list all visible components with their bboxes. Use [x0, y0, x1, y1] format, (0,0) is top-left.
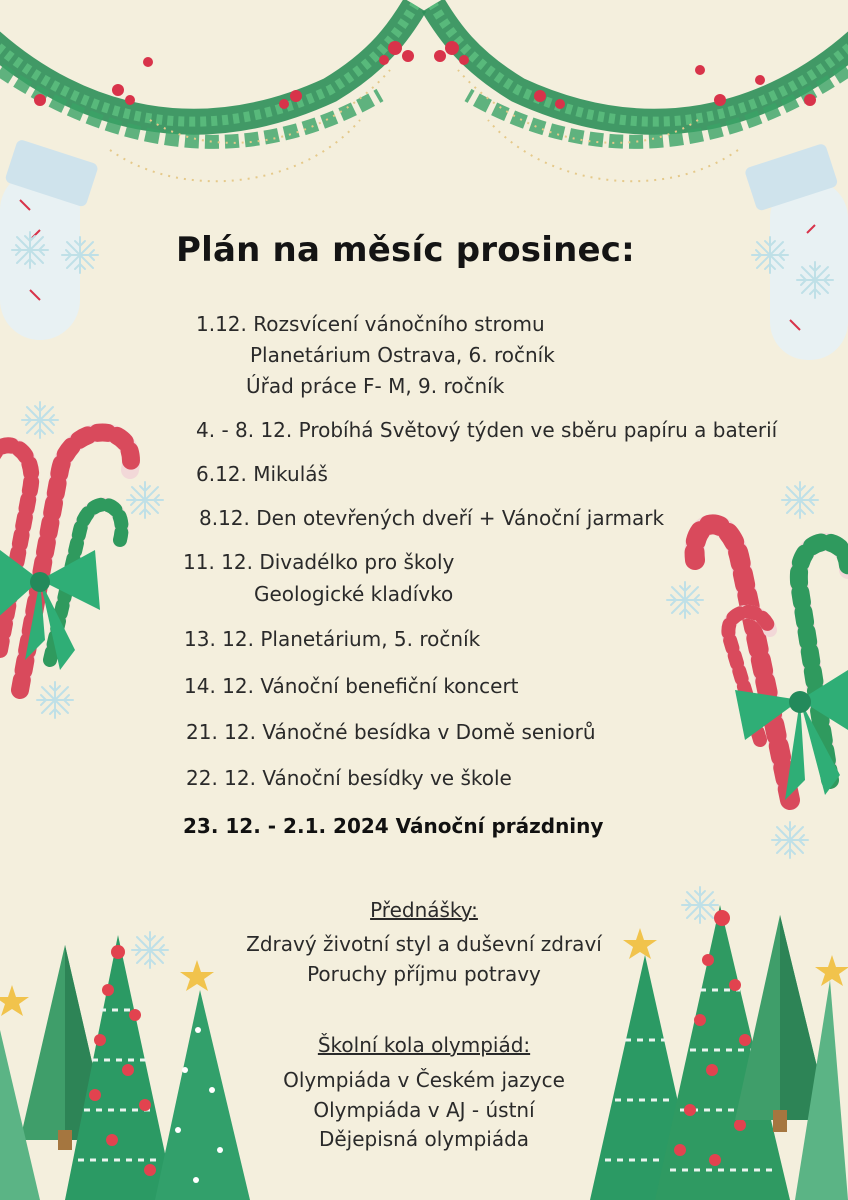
event-besidky-ve-skole: 22. 12. Vánoční besídky ve škole: [186, 766, 512, 790]
lecture-item: Poruchy příjmu potravy: [307, 962, 541, 986]
lecture-item: Zdravý životní styl a duševní zdraví: [246, 932, 602, 956]
event-svetovy-tyden: 4. - 8. 12. Probíhá Světový týden ve sběru papíru a baterií: [196, 418, 778, 442]
olympiad-item: Olympiáda v AJ - ústní: [313, 1098, 535, 1122]
event-beneficni-koncert: 14. 12. Vánoční benefiční koncert: [184, 674, 519, 698]
event-planetarium-ostrava: Planetárium Ostrava, 6. ročník: [250, 343, 555, 367]
event-den-otevrenych-dveri: 8.12. Den otevřených dveří + Vánoční jarmark: [199, 506, 665, 530]
event-geologicke-kladivko: Geologické kladívko: [254, 582, 454, 606]
olympiad-item: Dějepisná olympiáda: [318, 1127, 530, 1151]
stocking-right: [744, 143, 848, 360]
event-mikulas: 6.12. Mikuláš: [196, 462, 328, 486]
page-title: Plán na měsíc prosinec:: [176, 230, 635, 270]
olympiads-heading: Školní kola olympiád:: [317, 1033, 531, 1057]
stocking-left: [0, 139, 99, 340]
event-urad-prace: Úřad práce F- M, 9. ročník: [246, 374, 505, 398]
garland-right: [433, 5, 848, 181]
event-besidka-senioru: 21. 12. Vánočné besídka v Domě seniorů: [186, 720, 596, 744]
olympiad-item: Olympiáda v Českém jazyce: [283, 1068, 565, 1092]
berries: [34, 41, 816, 109]
event-divadelko: 11. 12. Divadélko pro školy: [183, 550, 455, 574]
event-rozsviceni: 1.12. Rozsvícení vánočního stromu: [196, 312, 545, 336]
event-prazdniny: 23. 12. - 2.1. 2024 Vánoční prázdniny: [183, 814, 604, 838]
lectures-heading: Přednášky:: [370, 898, 478, 922]
event-planetarium: 13. 12. Planetárium, 5. ročník: [184, 627, 481, 651]
